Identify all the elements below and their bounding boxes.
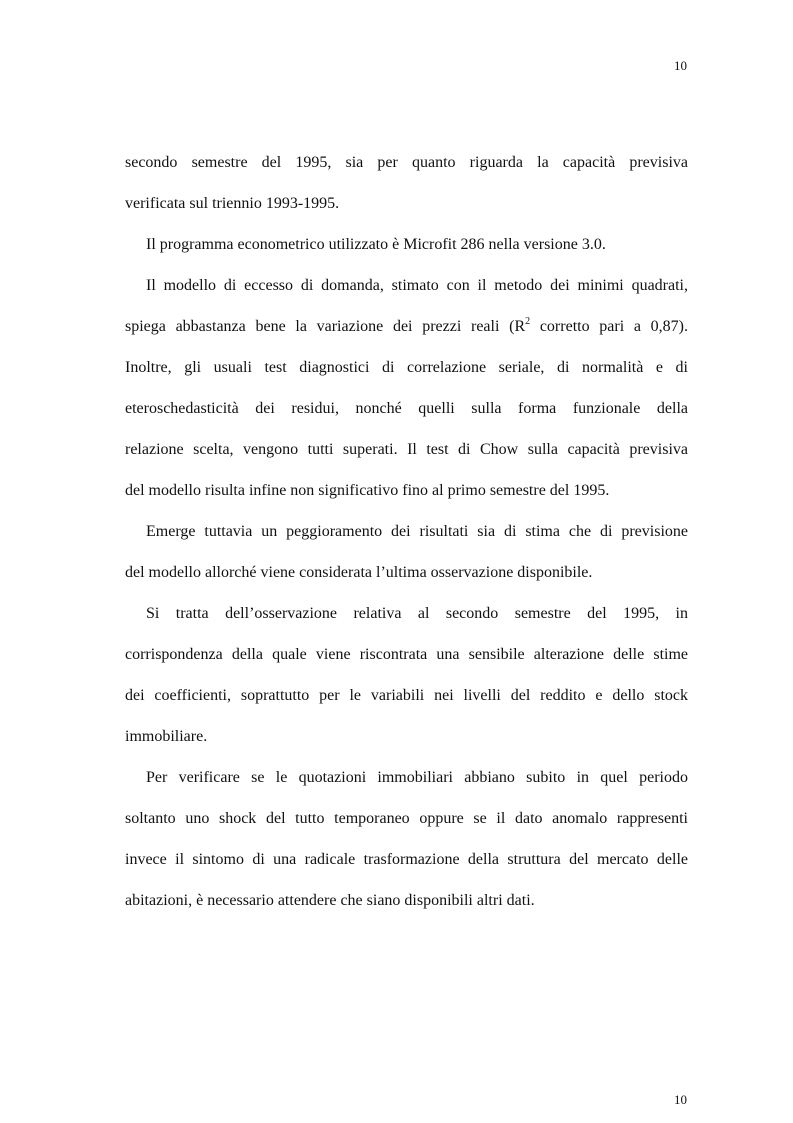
text-line: Emerge tuttavia un peggioramento dei risultati sia di stima che di previsione (146, 523, 688, 540)
text-line: Il modello di eccesso di domanda, stimato con il metodo dei minimi quadrati, (146, 277, 688, 294)
text-line: Per verificare se le quotazioni immobiliari abbiano subito in quel periodo (146, 769, 688, 786)
text-line: del modello risulta infine non significativo fino al primo semestre del 1995. (125, 482, 610, 499)
paragraph-4 (125, 511, 688, 593)
text-segment: corretto pari a 0,87). (530, 318, 688, 335)
paragraph-1 (125, 142, 688, 224)
text-segment: spiega abbastanza bene la variazione dei prezzi reali (R (125, 318, 526, 335)
header-page-number: 10 (674, 58, 687, 73)
body-text (125, 142, 688, 921)
text-line: verificata sul triennio 1993-1995. (125, 195, 340, 212)
text-line: del modello allorché viene considerata l’ultima osservazione disponibile. (125, 564, 593, 581)
text-line: corrispondenza della quale viene riscontrata una sensibile alterazione delle stime (125, 646, 688, 663)
text-line: immobiliare. (125, 728, 208, 745)
text-line: abitazioni, è necessario attendere che siano disponibili altri dati. (125, 892, 535, 909)
text-line: soltanto uno shock del tutto temporaneo oppure se il dato anomalo rappresenti (125, 810, 688, 827)
text-line: invece il sintomo di una radicale trasformazione della struttura del mercato delle (125, 851, 688, 868)
paragraph-3 (125, 265, 688, 511)
text-line: dei coefficienti, soprattutto per le variabili nei livelli del reddito e dello stock (125, 687, 688, 704)
text-line: Inoltre, gli usuali test diagnostici di correlazione seriale, di normalità e di (125, 359, 688, 376)
footer-page-number: 10 (674, 1092, 687, 1107)
superscript: 2 (525, 316, 531, 327)
paragraph-5 (125, 593, 688, 757)
text-line: secondo semestre del 1995, sia per quanto riguarda la capacità previsiva (125, 154, 688, 171)
text-line: Si tratta dell’osservazione relativa al secondo semestre del 1995, in (146, 605, 688, 622)
paragraph-2 (125, 224, 688, 265)
text-line: Il programma econometrico utilizzato è Microfit 286 nella versione 3.0. (146, 236, 606, 253)
text-line: relazione scelta, vengono tutti superati. Il test di Chow sulla capacità previsiva (125, 441, 688, 458)
text-line (125, 306, 688, 347)
text-line: eteroschedasticità dei residui, nonché quelli sulla forma funzionale della (125, 400, 688, 417)
paragraph-6 (125, 757, 688, 921)
